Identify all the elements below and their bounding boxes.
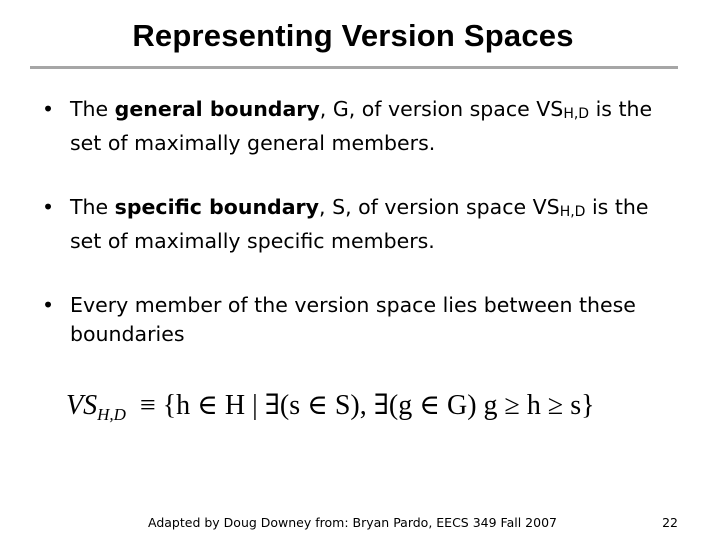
bullet-text: [70, 193, 682, 256]
bullet-marker: •: [42, 293, 55, 317]
formula-rhs: ≡ {h ∈ H | ∃(s ∈ S), ∃(g ∈ G) g ≥ h ≥ s}: [139, 390, 595, 421]
formula-lhs: VS: [66, 390, 98, 421]
bullet-emphasis: general boundary: [114, 97, 320, 121]
formula-lhs-subscript: H,D: [97, 405, 126, 424]
subscript: H,D: [563, 106, 590, 122]
bullet-marker: •: [42, 195, 55, 219]
bullet-text: Every member of the version space lies between these boundaries: [70, 293, 636, 346]
slide-title: Representing Version Spaces: [132, 18, 574, 53]
bullet-text-post: is the set of maximally specific members.: [70, 195, 649, 253]
version-space-formula: [66, 388, 595, 425]
page-number: 22: [662, 515, 678, 530]
bullet-marker: •: [42, 97, 55, 121]
subscript: H,D: [559, 204, 586, 220]
title-divider: [30, 66, 678, 69]
bullet-text-mid: , G, of version space VS: [319, 97, 564, 121]
bullet-specific-boundary: [42, 193, 682, 256]
bullet-text-pre: The: [70, 97, 115, 121]
bullet-text-mid: , S, of version space VS: [319, 195, 560, 219]
bullet-between-boundaries: [42, 291, 682, 349]
slide-footer: Adapted by Doug Downey from: Bryan Pardo, EECS 349 Fall 2007: [148, 515, 557, 530]
bullet-emphasis: specific boundary: [114, 195, 320, 219]
bullet-text-post: is the set of maximally general members.: [70, 97, 653, 155]
bullet-text-pre: The: [70, 195, 115, 219]
bullet-general-boundary: [42, 95, 682, 158]
bullet-text: [70, 95, 682, 158]
